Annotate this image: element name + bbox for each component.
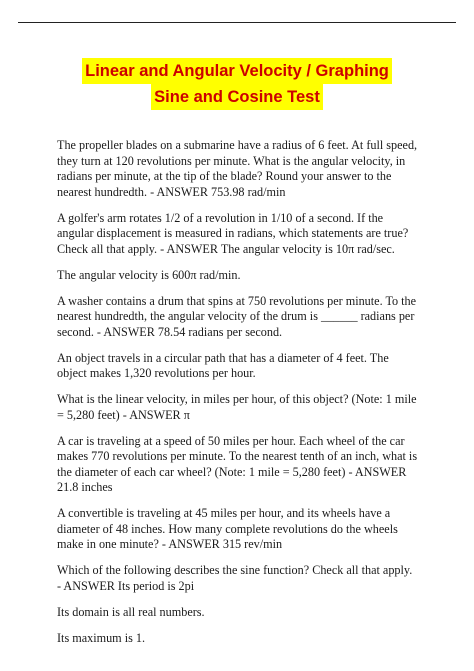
paragraph-sine-question: Which of the following describes the sine function? Check all that apply. - ANSWER Its period is 2pi xyxy=(57,563,413,593)
paragraph-car-wheel-question: A car is traveling at a speed of 50 miles per hour. Each wheel of the car makes 770 revolutions per minute. To the nearest tenth of an inch, what is the diameter of each car wheel? (Note: 1 mile = 5,280 feet) - ANSWER 21.8 inches xyxy=(57,433,418,494)
paragraph-golfer-question: A golfer's arm rotates 1/2 of a revolution in 1/10 of a second. If the angular displacement is measured in radians, which statements are true? Check all that apply. - ANSWER The angular velocity is 10π rad/sec. xyxy=(57,210,409,256)
paragraph-golfer-answer-2: The angular velocity is 600π rad/min. xyxy=(57,267,241,282)
document-body xyxy=(57,138,419,657)
paragraph-sine-maximum: Its maximum is 1. xyxy=(57,630,146,645)
title-line-2: Sine and Cosine Test xyxy=(151,84,323,110)
paragraph-convertible-question: A convertible is traveling at 45 miles per hour, and its wheels have a diameter of 48 inches. How many complete revolutions do the wheels make in one minute? - ANSWER 315 rev/min xyxy=(57,506,398,551)
paragraph-object-path: An object travels in a circular path that has a diameter of 4 feet. The object makes 1,320 revolutions per hour. xyxy=(57,350,389,380)
document-title xyxy=(0,58,474,110)
paragraph-submarine-question: The propeller blades on a submarine have a radius of 6 feet. At full speed, they turn at 120 revolutions per minute. What is the angular velocity, in radians per minute, at the tip of the blade? Round your answer to the nearest hundredth. - ANSWER 753.98 rad/min xyxy=(57,138,418,199)
title-line-1: Linear and Angular Velocity / Graphing xyxy=(82,58,392,84)
paragraph-washer-question: A washer contains a drum that spins at 750 revolutions per minute. To the nearest hundredth, the angular velocity of the drum is ______ radians per second. - ANSWER 78.54 radians per second. xyxy=(57,293,417,339)
top-divider xyxy=(18,22,456,23)
paragraph-linear-velocity-question: What is the linear velocity, in miles per hour, of this object? (Note: 1 mile = 5,280 feet) - ANSWER π xyxy=(57,392,417,422)
paragraph-sine-domain: Its domain is all real numbers. xyxy=(57,604,205,619)
